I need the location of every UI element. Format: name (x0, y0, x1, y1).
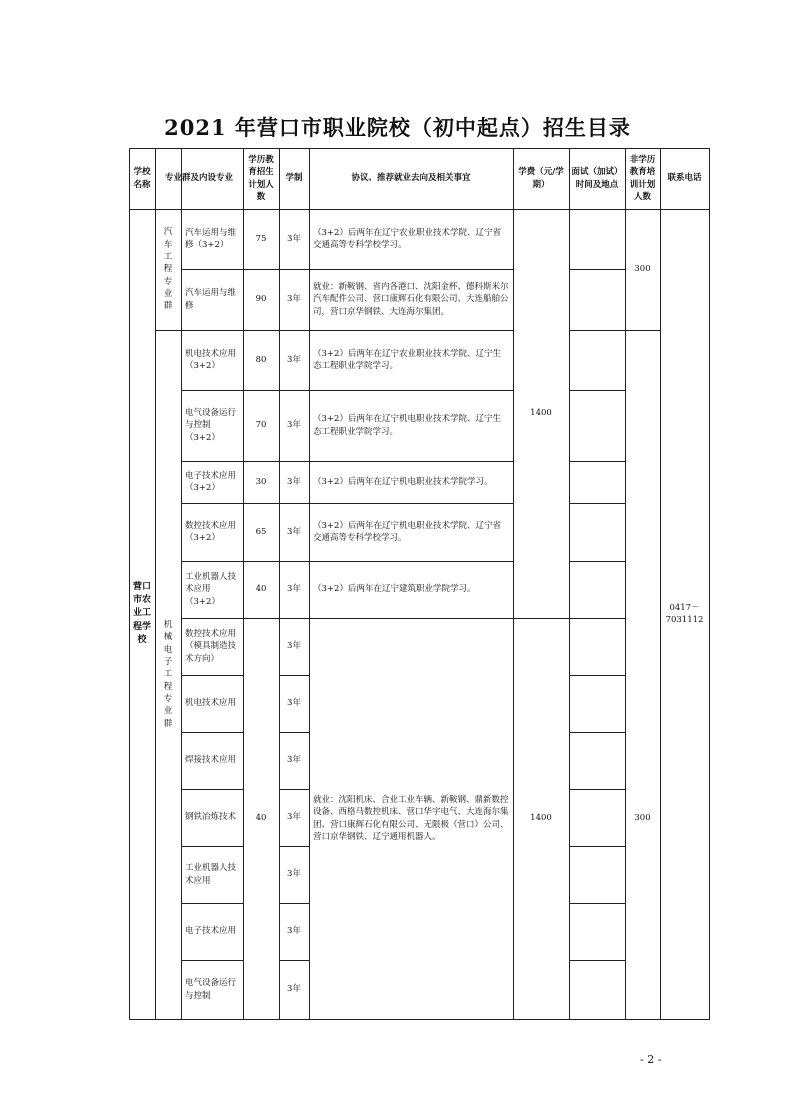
major-name-text: 焊接技术应用 (185, 755, 237, 766)
tuition-value (513, 618, 569, 1019)
duration-value (279, 789, 309, 846)
duration-value (279, 209, 309, 269)
major-name (181, 330, 243, 390)
major-name (181, 903, 243, 960)
school-name (129, 209, 155, 1019)
header-group-text: 专业群及内设专业 (164, 173, 233, 184)
agreement-note (309, 503, 513, 561)
tuition-value (513, 209, 569, 618)
duration-value-text: 3年 (287, 526, 301, 537)
major-name-text: 工业机器人技术应用（3+2） (185, 572, 237, 607)
duration-value-text: 3年 (287, 812, 301, 823)
header-nondegree (625, 148, 660, 209)
major-name-text: 汽车运用与维修 (185, 288, 237, 311)
header-school-text: 学校名称 (133, 167, 151, 190)
header-interview (569, 148, 625, 209)
duration-value-text: 3年 (287, 869, 301, 880)
quota-value-text: 80 (255, 354, 267, 365)
group-mechatronics (155, 330, 181, 1019)
duration-value (279, 561, 309, 618)
header-agreement-text: 协议、推荐就业去向及相关事宜 (351, 173, 471, 184)
major-name-text: 机电技术应用（3+2） (185, 348, 237, 371)
agreement-note-text: （3+2）后两年在辽宁机电职业技术学院、辽宁生态工程职业学院学习。 (313, 414, 501, 437)
major-name-text: 电子技术应用 (185, 926, 237, 937)
agreement-note-text: （3+2）后两年在辽宁机电职业技术学院、辽宁省交通高等专科学校学习。 (313, 520, 501, 543)
header-agreement (309, 148, 513, 209)
school-phone (660, 209, 709, 1019)
group-automotive-text: 汽车工程专业群 (163, 227, 173, 312)
major-name (181, 503, 243, 561)
agreement-note (309, 618, 513, 1019)
page-number: - 2 - (640, 1053, 662, 1066)
group-mechatronics-text: 机械电子工程专业群 (163, 620, 173, 729)
quota-value (243, 390, 279, 461)
header-tuition-text: 学费（元/学期） (518, 167, 564, 190)
tuition-value-text: 1400 (530, 408, 552, 419)
duration-value (279, 960, 309, 1019)
duration-value-text: 3年 (287, 698, 301, 709)
nondegree-value (625, 618, 660, 1019)
header-group (155, 148, 243, 209)
major-name (181, 209, 243, 269)
major-name-text: 数控技术应用（3+2） (185, 520, 237, 543)
quota-value-text: 90 (255, 294, 267, 305)
agreement-note (309, 390, 513, 461)
agreement-note-text: 就业：沈阳机床、合业工业车辆、新鞍钢、鼎新数控设备、西格马数控机床、营口华宇电气、大连海尔集团、营口康辉石化有限公司、无限极（营口）公司、营口京华钢铁、辽宁通用机器人。 (313, 794, 509, 842)
header-duration (279, 148, 309, 209)
major-name (181, 390, 243, 461)
agreement-note (309, 209, 513, 269)
page-title: 2021 年营口市职业院校（初中起点）招生目录 (164, 115, 631, 140)
major-name-text: 汽车运用与维修（3+2） (185, 227, 237, 250)
major-name-text: 钢铁冶炼技术 (185, 812, 237, 823)
quota-value (243, 503, 279, 561)
agreement-note-text: （3+2）后两年在辽宁建筑职业学院学习。 (313, 584, 476, 595)
quota-value (243, 561, 279, 618)
quota-value (243, 330, 279, 390)
duration-value (279, 732, 309, 789)
major-name-text: 数控技术应用（模具制造技术方向） (185, 629, 237, 664)
agreement-note-text: 就业：新鞍钢、省内各港口、沈阳金杯、德科斯米尔汽车配件公司、营口康辉石化有限公司、大连船舶公司，营口京华钢铁、大连海尔集团。 (313, 282, 509, 317)
duration-value-text: 3年 (287, 354, 301, 365)
duration-value-text: 3年 (287, 233, 301, 244)
nondegree-value-text: 300 (634, 813, 651, 824)
quota-value-text: 30 (255, 476, 267, 487)
header-quota (243, 148, 279, 209)
header-interview-text: 面试（加试）时间及地点 (571, 167, 623, 190)
header-phone-text: 联系电话 (667, 173, 702, 184)
duration-value (279, 903, 309, 960)
agreement-note-text: （3+2）后两年在辽宁农业职业技术学院、辽宁生态工程职业学院学习。 (313, 348, 501, 371)
quota-value-text: 40 (255, 584, 267, 595)
duration-value-text: 3年 (287, 476, 301, 487)
duration-value-text: 3年 (287, 420, 301, 431)
nondegree-value-text: 300 (634, 264, 651, 275)
duration-value (279, 618, 309, 675)
duration-value-text: 3年 (287, 641, 301, 652)
quota-value-text: 70 (255, 420, 267, 431)
quota-value-text: 75 (255, 233, 267, 244)
school-name-text: 营口市农业工程学校 (133, 582, 152, 645)
duration-value-text: 3年 (287, 926, 301, 937)
major-name-text: 机电技术应用 (185, 698, 237, 709)
major-name (181, 675, 243, 732)
duration-value (279, 461, 309, 503)
major-name (181, 732, 243, 789)
major-name-text: 工业机器人技术应用 (185, 863, 237, 886)
quota-value (243, 618, 279, 1019)
major-name (181, 846, 243, 903)
enrollment-table (129, 148, 709, 1019)
duration-value (279, 390, 309, 461)
duration-value-text: 3年 (287, 755, 301, 766)
major-name (181, 461, 243, 503)
quota-value (243, 269, 279, 330)
tuition-value-text: 1400 (530, 813, 552, 824)
agreement-note (309, 561, 513, 618)
quota-value-text: 65 (255, 526, 267, 537)
header-school (129, 148, 155, 209)
agreement-note-text: （3+2）后两年在辽宁机电职业技术学院学习。 (313, 476, 493, 487)
duration-value (279, 503, 309, 561)
major-name (181, 269, 243, 330)
duration-value-text: 3年 (287, 984, 301, 995)
major-name (181, 960, 243, 1019)
major-name-text: 电气设备运行与控制 (185, 978, 237, 1001)
duration-value-text: 3年 (287, 294, 301, 305)
duration-value (279, 675, 309, 732)
header-tuition (513, 148, 569, 209)
major-name (181, 789, 243, 846)
major-name-text: 电气设备运行与控制（3+2） (185, 408, 237, 443)
quota-value (243, 461, 279, 503)
duration-value (279, 846, 309, 903)
major-name (181, 618, 243, 675)
major-name (181, 561, 243, 618)
quota-value (243, 209, 279, 269)
header-quota-text: 学历教育招生计划人数 (248, 154, 274, 202)
agreement-note-text: （3+2）后两年在辽宁农业职业技术学院、辽宁省交通高等专科学校学习。 (313, 227, 501, 250)
nondegree-value (625, 209, 660, 330)
group-automotive (155, 209, 181, 330)
quota-value-text: 40 (255, 813, 267, 824)
agreement-note (309, 269, 513, 330)
agreement-note (309, 461, 513, 503)
header-duration-text: 学制 (285, 173, 303, 184)
duration-value (279, 269, 309, 330)
school-phone-text: 0417－7031112 (665, 602, 704, 625)
duration-value (279, 330, 309, 390)
header-phone (660, 148, 709, 209)
agreement-note (309, 330, 513, 390)
major-name-text: 电子技术应用（3+2） (185, 470, 237, 493)
header-nondegree-text: 非学历教育培训计划人数 (629, 154, 656, 202)
duration-value-text: 3年 (287, 584, 301, 595)
